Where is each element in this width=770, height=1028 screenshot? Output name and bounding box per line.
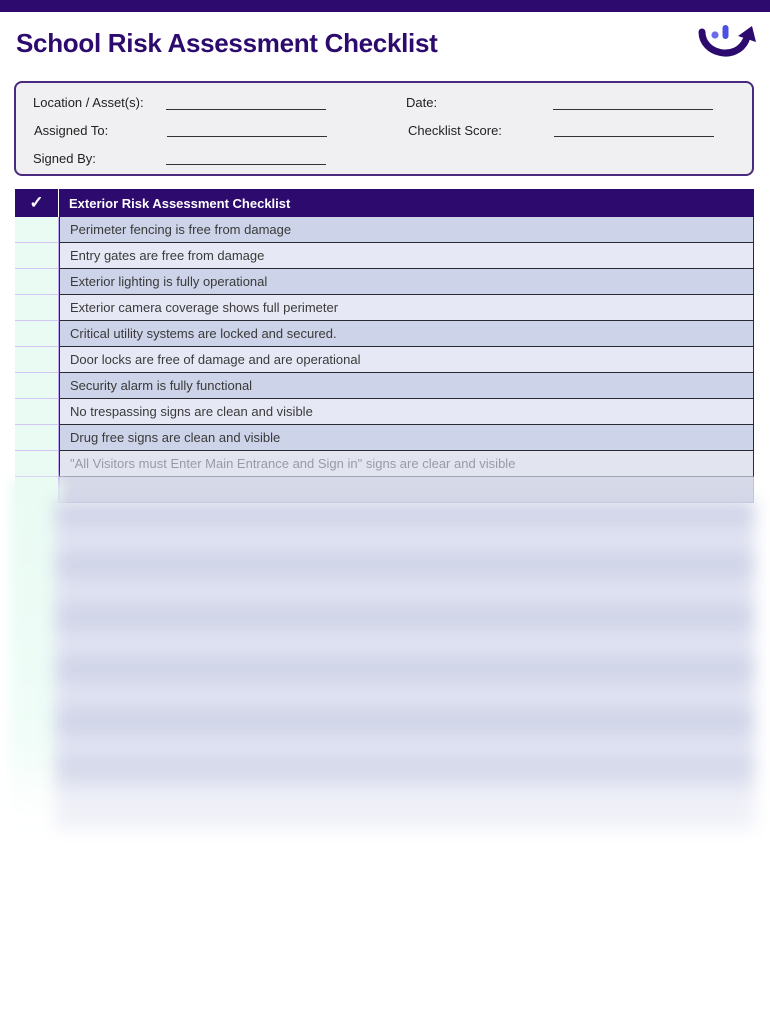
checkbox-cell[interactable] bbox=[15, 373, 59, 399]
checklist-score-label: Checklist Score: bbox=[408, 123, 502, 138]
checklist-item: Drug free signs are clean and visible bbox=[59, 425, 754, 451]
table-row bbox=[15, 217, 754, 243]
checklist-item: "All Visitors must Enter Main Entrance and Sign in" signs are clear and visible bbox=[59, 451, 754, 477]
checklist-item: Exterior camera coverage shows full perimeter bbox=[59, 295, 754, 321]
exterior-checklist-table bbox=[15, 189, 754, 503]
checklist-item: Security alarm is fully functional bbox=[59, 373, 754, 399]
table-row bbox=[15, 321, 754, 347]
date-label: Date: bbox=[406, 95, 438, 110]
smile-arrow-logo-icon bbox=[696, 20, 758, 62]
table-row bbox=[15, 295, 754, 321]
signed-by-label: Signed By: bbox=[33, 151, 96, 166]
top-brand-bar bbox=[0, 0, 770, 12]
table-row bbox=[15, 425, 754, 451]
checklist-item: Exterior lighting is fully operational bbox=[59, 269, 754, 295]
checklist-item: Entry gates are free from damage bbox=[59, 243, 754, 269]
checkbox-cell[interactable] bbox=[15, 399, 59, 425]
location-field[interactable] bbox=[166, 109, 326, 110]
table-row bbox=[15, 347, 754, 373]
checkbox-cell[interactable] bbox=[15, 269, 59, 295]
assigned-to-field[interactable] bbox=[167, 136, 327, 137]
checkmark-header-icon: ✓ bbox=[15, 189, 59, 217]
checkbox-cell[interactable] bbox=[15, 295, 59, 321]
table-row bbox=[15, 243, 754, 269]
checklist-item: Door locks are free of damage and are operational bbox=[59, 347, 754, 373]
location-label: Location / Asset(s): bbox=[33, 95, 144, 110]
checklist-score-field[interactable] bbox=[554, 136, 714, 137]
table-row bbox=[15, 399, 754, 425]
table-row bbox=[15, 373, 754, 399]
page-title: School Risk Assessment Checklist bbox=[16, 28, 438, 58]
assessment-info-box bbox=[14, 81, 754, 176]
table-row bbox=[15, 451, 754, 477]
date-field[interactable] bbox=[553, 109, 713, 110]
assigned-to-label: Assigned To: bbox=[34, 123, 109, 138]
checkbox-cell[interactable] bbox=[15, 425, 59, 451]
checkbox-cell[interactable] bbox=[15, 451, 59, 477]
checklist-item: Critical utility systems are locked and secured. bbox=[59, 321, 754, 347]
checkbox-cell[interactable] bbox=[15, 321, 59, 347]
table-header-row bbox=[15, 189, 754, 217]
table-row bbox=[15, 269, 754, 295]
content-fade-overlay bbox=[0, 760, 770, 860]
checklist-item: Perimeter fencing is free from damage bbox=[59, 217, 754, 243]
checkbox-cell[interactable] bbox=[15, 243, 59, 269]
section-title: Exterior Risk Assessment Checklist bbox=[59, 189, 754, 217]
signed-by-field[interactable] bbox=[166, 164, 326, 165]
checkbox-cell[interactable] bbox=[15, 217, 59, 243]
checklist-item: No trespassing signs are clean and visible bbox=[59, 399, 754, 425]
checkbox-cell[interactable] bbox=[15, 347, 59, 373]
